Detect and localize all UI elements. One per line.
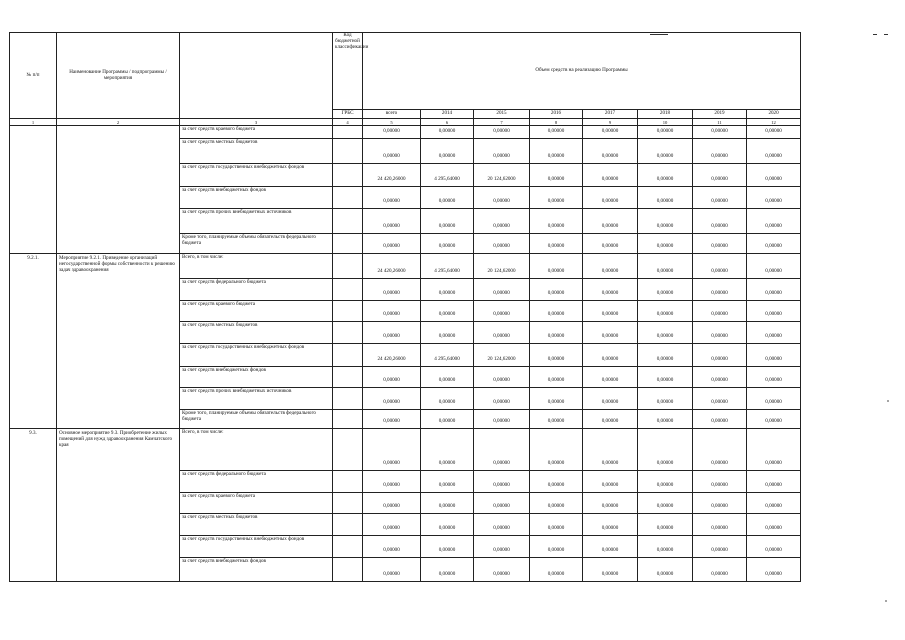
value-year: 0,00000 bbox=[747, 344, 801, 367]
value-year: 0,00000 bbox=[421, 301, 474, 322]
funding-source: за счет средств краевого бюджета bbox=[180, 301, 333, 322]
grbs-cell bbox=[333, 514, 363, 536]
value-year: 0,00000 bbox=[530, 126, 583, 139]
value-year: 0,00000 bbox=[583, 429, 638, 471]
funding-source: за счет средств внебюджетных фондов bbox=[180, 558, 333, 582]
value-year: 0,00000 bbox=[693, 388, 747, 410]
value-year: 0,00000 bbox=[530, 301, 583, 322]
value-year: 0,00000 bbox=[638, 367, 693, 388]
value-year: 0,00000 bbox=[421, 493, 474, 514]
value-year: 0,00000 bbox=[474, 301, 530, 322]
value-year: 0,00000 bbox=[747, 514, 801, 536]
header-year: 2016 bbox=[530, 110, 583, 119]
value-year: 0,00000 bbox=[530, 209, 583, 234]
value-year: 0,00000 bbox=[530, 344, 583, 367]
funding-source: за счет средств краевого бюджета bbox=[180, 493, 333, 514]
column-number: 7 bbox=[474, 119, 530, 126]
value-year: 0,00000 bbox=[583, 234, 638, 254]
value-year: 4 295,64000 bbox=[421, 164, 474, 187]
value-year: 0,00000 bbox=[583, 279, 638, 301]
grbs-cell bbox=[333, 322, 363, 344]
value-total: 0,00000 bbox=[363, 410, 421, 429]
value-year: 0,00000 bbox=[638, 429, 693, 471]
column-number: 9 bbox=[583, 119, 638, 126]
value-year: 0,00000 bbox=[421, 429, 474, 471]
grbs-cell bbox=[333, 471, 363, 493]
value-year: 0,00000 bbox=[583, 139, 638, 164]
value-year: 20 124,62000 bbox=[474, 164, 530, 187]
value-total: 0,00000 bbox=[363, 558, 421, 582]
value-year: 0,00000 bbox=[583, 493, 638, 514]
value-year: 0,00000 bbox=[638, 344, 693, 367]
header-year: 2020 bbox=[747, 110, 801, 119]
value-year: 0,00000 bbox=[693, 344, 747, 367]
funding-source: за счет средств местных бюджетов bbox=[180, 322, 333, 344]
grbs-cell bbox=[333, 558, 363, 582]
grbs-cell bbox=[333, 536, 363, 558]
value-year: 0,00000 bbox=[638, 410, 693, 429]
value-year: 0,00000 bbox=[474, 410, 530, 429]
column-number: 5 bbox=[363, 119, 421, 126]
value-total: 0,00000 bbox=[363, 429, 421, 471]
grbs-cell bbox=[333, 429, 363, 471]
value-year: 0,00000 bbox=[693, 234, 747, 254]
value-total: 0,00000 bbox=[363, 126, 421, 139]
value-year: 0,00000 bbox=[474, 234, 530, 254]
value-year: 0,00000 bbox=[530, 322, 583, 344]
value-total: 0,00000 bbox=[363, 301, 421, 322]
value-year: 0,00000 bbox=[747, 536, 801, 558]
value-year: 0,00000 bbox=[530, 471, 583, 493]
value-year: 0,00000 bbox=[530, 234, 583, 254]
grbs-cell bbox=[333, 493, 363, 514]
value-year: 0,00000 bbox=[747, 139, 801, 164]
value-year: 0,00000 bbox=[747, 471, 801, 493]
value-year: 0,00000 bbox=[421, 536, 474, 558]
value-year: 4 295,64000 bbox=[421, 254, 474, 279]
value-year: 0,00000 bbox=[530, 410, 583, 429]
value-year: 0,00000 bbox=[421, 514, 474, 536]
grbs-cell bbox=[333, 301, 363, 322]
grbs-cell bbox=[333, 234, 363, 254]
value-year: 0,00000 bbox=[583, 388, 638, 410]
value-year: 0,00000 bbox=[530, 536, 583, 558]
item-name bbox=[57, 126, 180, 254]
value-total: 0,00000 bbox=[363, 388, 421, 410]
value-year: 0,00000 bbox=[638, 536, 693, 558]
item-name: Основное мероприятие 9.3. Приобретение жилых помещений для нужд здравоохранения Камчатского края bbox=[57, 429, 180, 582]
funding-source: за счет средств местных бюджетов bbox=[180, 139, 333, 164]
value-year: 0,00000 bbox=[638, 301, 693, 322]
value-total: 0,00000 bbox=[363, 279, 421, 301]
grbs-cell bbox=[333, 209, 363, 234]
value-year: 0,00000 bbox=[421, 279, 474, 301]
value-year: 0,00000 bbox=[421, 209, 474, 234]
grbs-cell bbox=[333, 388, 363, 410]
value-year: 0,00000 bbox=[638, 254, 693, 279]
column-number: 2 bbox=[57, 119, 180, 126]
value-total: 0,00000 bbox=[363, 471, 421, 493]
funding-source: за счет средств государственных внебюджетных фондов bbox=[180, 536, 333, 558]
value-year: 0,00000 bbox=[747, 301, 801, 322]
value-total: 24 420,26000 bbox=[363, 344, 421, 367]
value-year: 0,00000 bbox=[530, 558, 583, 582]
value-year: 0,00000 bbox=[638, 493, 693, 514]
column-number: 1 bbox=[10, 119, 57, 126]
header-year: 2017 bbox=[583, 110, 638, 119]
value-year: 0,00000 bbox=[638, 139, 693, 164]
funding-source: за счет средств краевого бюджета bbox=[180, 126, 333, 139]
value-year: 0,00000 bbox=[747, 279, 801, 301]
value-total: 0,00000 bbox=[363, 234, 421, 254]
column-number: 10 bbox=[638, 119, 693, 126]
value-year: 0,00000 bbox=[421, 471, 474, 493]
value-year: 0,00000 bbox=[583, 126, 638, 139]
value-year: 0,00000 bbox=[747, 410, 801, 429]
value-year: 0,00000 bbox=[693, 322, 747, 344]
value-year: 0,00000 bbox=[421, 187, 474, 209]
funding-source: за счет средств государственных внебюджетных фондов bbox=[180, 344, 333, 367]
funding-source: за счет средств государственных внебюджетных фондов bbox=[180, 164, 333, 187]
header-kbk: Код бюджетной классификации bbox=[333, 33, 363, 110]
value-year: 0,00000 bbox=[638, 126, 693, 139]
value-year: 0,00000 bbox=[474, 322, 530, 344]
scan-mark bbox=[884, 34, 888, 35]
value-year: 0,00000 bbox=[421, 367, 474, 388]
value-year: 0,00000 bbox=[583, 514, 638, 536]
value-year: 0,00000 bbox=[693, 187, 747, 209]
value-year: 0,00000 bbox=[421, 410, 474, 429]
value-year: 0,00000 bbox=[747, 187, 801, 209]
column-number: 8 bbox=[530, 119, 583, 126]
value-year: 0,00000 bbox=[474, 209, 530, 234]
item-code: 9.2.1. bbox=[10, 254, 57, 429]
value-year: 0,00000 bbox=[693, 558, 747, 582]
column-number: 12 bbox=[747, 119, 801, 126]
item-code bbox=[10, 126, 57, 254]
value-total: 0,00000 bbox=[363, 139, 421, 164]
value-year: 0,00000 bbox=[693, 367, 747, 388]
grbs-cell bbox=[333, 367, 363, 388]
value-year: 0,00000 bbox=[421, 558, 474, 582]
value-year: 0,00000 bbox=[583, 164, 638, 187]
header-volume: Объем средств на реализацию Программы bbox=[363, 33, 801, 110]
grbs-cell bbox=[333, 254, 363, 279]
value-year: 0,00000 bbox=[421, 126, 474, 139]
value-year: 0,00000 bbox=[474, 536, 530, 558]
value-year: 0,00000 bbox=[421, 322, 474, 344]
value-year: 0,00000 bbox=[474, 367, 530, 388]
funding-source: Кроме того, планируемые объемы обязательств федерального бюджета bbox=[180, 234, 333, 254]
value-year: 0,00000 bbox=[474, 279, 530, 301]
header-year: 2019 bbox=[693, 110, 747, 119]
value-year: 0,00000 bbox=[747, 126, 801, 139]
value-year: 0,00000 bbox=[421, 139, 474, 164]
value-year: 0,00000 bbox=[474, 558, 530, 582]
value-year: 0,00000 bbox=[474, 471, 530, 493]
value-year: 20 124,62000 bbox=[474, 344, 530, 367]
value-year: 0,00000 bbox=[747, 164, 801, 187]
column-number: 6 bbox=[421, 119, 474, 126]
value-year: 0,00000 bbox=[583, 209, 638, 234]
value-year: 0,00000 bbox=[530, 164, 583, 187]
value-year: 0,00000 bbox=[693, 254, 747, 279]
value-year: 0,00000 bbox=[474, 126, 530, 139]
value-year: 0,00000 bbox=[693, 301, 747, 322]
header-total: всего bbox=[363, 110, 421, 119]
value-year: 0,00000 bbox=[693, 126, 747, 139]
value-year: 0,00000 bbox=[638, 514, 693, 536]
value-year: 0,00000 bbox=[474, 388, 530, 410]
value-year: 0,00000 bbox=[530, 429, 583, 471]
value-year: 0,00000 bbox=[530, 493, 583, 514]
value-year: 0,00000 bbox=[583, 187, 638, 209]
funding-source: за счет средств федерального бюджета bbox=[180, 279, 333, 301]
value-year: 0,00000 bbox=[583, 558, 638, 582]
value-year: 20 124,62000 bbox=[474, 254, 530, 279]
value-year: 0,00000 bbox=[693, 164, 747, 187]
value-year: 0,00000 bbox=[474, 493, 530, 514]
table-row bbox=[10, 126, 801, 139]
grbs-cell bbox=[333, 187, 363, 209]
grbs-cell bbox=[333, 410, 363, 429]
grbs-cell bbox=[333, 139, 363, 164]
header-num: № п/п bbox=[10, 33, 57, 119]
funding-source: за счет средств местных бюджетов bbox=[180, 514, 333, 536]
table-row bbox=[10, 429, 801, 471]
value-year: 0,00000 bbox=[530, 514, 583, 536]
value-year: 0,00000 bbox=[693, 139, 747, 164]
value-year: 0,00000 bbox=[638, 388, 693, 410]
table-row bbox=[10, 254, 801, 279]
funding-source: за счет средств прочих внебюджетных источников bbox=[180, 388, 333, 410]
value-total: 0,00000 bbox=[363, 367, 421, 388]
value-total: 24 420,26000 bbox=[363, 254, 421, 279]
column-number: 4 bbox=[333, 119, 363, 126]
value-total: 24 420,26000 bbox=[363, 164, 421, 187]
header-blank bbox=[180, 33, 333, 119]
funding-source: за счет средств внебюджетных фондов bbox=[180, 367, 333, 388]
value-total: 0,00000 bbox=[363, 322, 421, 344]
budget-table bbox=[9, 32, 801, 582]
value-year: 0,00000 bbox=[583, 344, 638, 367]
value-year: 0,00000 bbox=[638, 234, 693, 254]
value-year: 0,00000 bbox=[638, 164, 693, 187]
header-year: 2015 bbox=[474, 110, 530, 119]
header-grbs: ГРБС bbox=[333, 110, 363, 119]
grbs-cell bbox=[333, 126, 363, 139]
value-year: 0,00000 bbox=[583, 367, 638, 388]
value-total: 0,00000 bbox=[363, 514, 421, 536]
value-year: 0,00000 bbox=[583, 410, 638, 429]
value-year: 0,00000 bbox=[693, 410, 747, 429]
value-year: 0,00000 bbox=[530, 254, 583, 279]
value-year: 0,00000 bbox=[638, 187, 693, 209]
value-year: 0,00000 bbox=[474, 187, 530, 209]
value-year: 0,00000 bbox=[693, 514, 747, 536]
header-year: 2014 bbox=[421, 110, 474, 119]
value-year: 0,00000 bbox=[530, 139, 583, 164]
value-year: 0,00000 bbox=[747, 388, 801, 410]
value-year: 0,00000 bbox=[747, 367, 801, 388]
funding-source: за счет средств внебюджетных фондов bbox=[180, 187, 333, 209]
value-year: 0,00000 bbox=[474, 514, 530, 536]
scan-mark bbox=[873, 34, 877, 35]
value-year: 0,00000 bbox=[693, 471, 747, 493]
value-year: 4 295,64000 bbox=[421, 344, 474, 367]
grbs-cell bbox=[333, 344, 363, 367]
column-number: 11 bbox=[693, 119, 747, 126]
header-name: Наименование Программы / подпрограммы / мероприятия bbox=[57, 33, 180, 119]
funding-source: Кроме того, планируемые объемы обязательств федерального бюджета bbox=[180, 410, 333, 429]
funding-source: за счет средств федерального бюджета bbox=[180, 471, 333, 493]
value-year: 0,00000 bbox=[421, 388, 474, 410]
scan-speck bbox=[887, 400, 889, 402]
value-year: 0,00000 bbox=[747, 254, 801, 279]
value-year: 0,00000 bbox=[530, 187, 583, 209]
funding-source: за счет средств прочих внебюджетных источников bbox=[180, 209, 333, 234]
value-year: 0,00000 bbox=[638, 279, 693, 301]
value-year: 0,00000 bbox=[530, 367, 583, 388]
value-year: 0,00000 bbox=[583, 322, 638, 344]
value-total: 0,00000 bbox=[363, 187, 421, 209]
value-year: 0,00000 bbox=[421, 234, 474, 254]
value-year: 0,00000 bbox=[693, 429, 747, 471]
value-year: 0,00000 bbox=[583, 471, 638, 493]
value-year: 0,00000 bbox=[693, 493, 747, 514]
value-year: 0,00000 bbox=[747, 209, 801, 234]
value-year: 0,00000 bbox=[638, 471, 693, 493]
column-number: 3 bbox=[180, 119, 333, 126]
grbs-cell bbox=[333, 164, 363, 187]
value-total: 0,00000 bbox=[363, 536, 421, 558]
value-year: 0,00000 bbox=[693, 279, 747, 301]
value-year: 0,00000 bbox=[583, 536, 638, 558]
value-year: 0,00000 bbox=[693, 209, 747, 234]
value-year: 0,00000 bbox=[638, 209, 693, 234]
value-year: 0,00000 bbox=[638, 558, 693, 582]
value-year: 0,00000 bbox=[747, 558, 801, 582]
grbs-cell bbox=[333, 279, 363, 301]
value-year: 0,00000 bbox=[530, 279, 583, 301]
funding-source: Всего, в том числе: bbox=[180, 429, 333, 471]
value-year: 0,00000 bbox=[693, 536, 747, 558]
value-year: 0,00000 bbox=[747, 234, 801, 254]
item-name: Мероприятие 9.2.1. Приведение организаций негосударственной формы собственности к решению задач здравоохранения bbox=[57, 254, 180, 429]
value-year: 0,00000 bbox=[583, 254, 638, 279]
value-year: 0,00000 bbox=[474, 139, 530, 164]
value-year: 0,00000 bbox=[530, 388, 583, 410]
value-year: 0,00000 bbox=[583, 301, 638, 322]
value-total: 0,00000 bbox=[363, 209, 421, 234]
value-total: 0,00000 bbox=[363, 493, 421, 514]
value-year: 0,00000 bbox=[747, 429, 801, 471]
scan-speck bbox=[885, 600, 887, 602]
header-year: 2018 bbox=[638, 110, 693, 119]
item-code: 9.3. bbox=[10, 429, 57, 582]
column-number-row bbox=[10, 119, 801, 126]
value-year: 0,00000 bbox=[747, 322, 801, 344]
value-year: 0,00000 bbox=[747, 493, 801, 514]
funding-source: Всего, в том числе: bbox=[180, 254, 333, 279]
value-year: 0,00000 bbox=[638, 322, 693, 344]
value-year: 0,00000 bbox=[474, 429, 530, 471]
